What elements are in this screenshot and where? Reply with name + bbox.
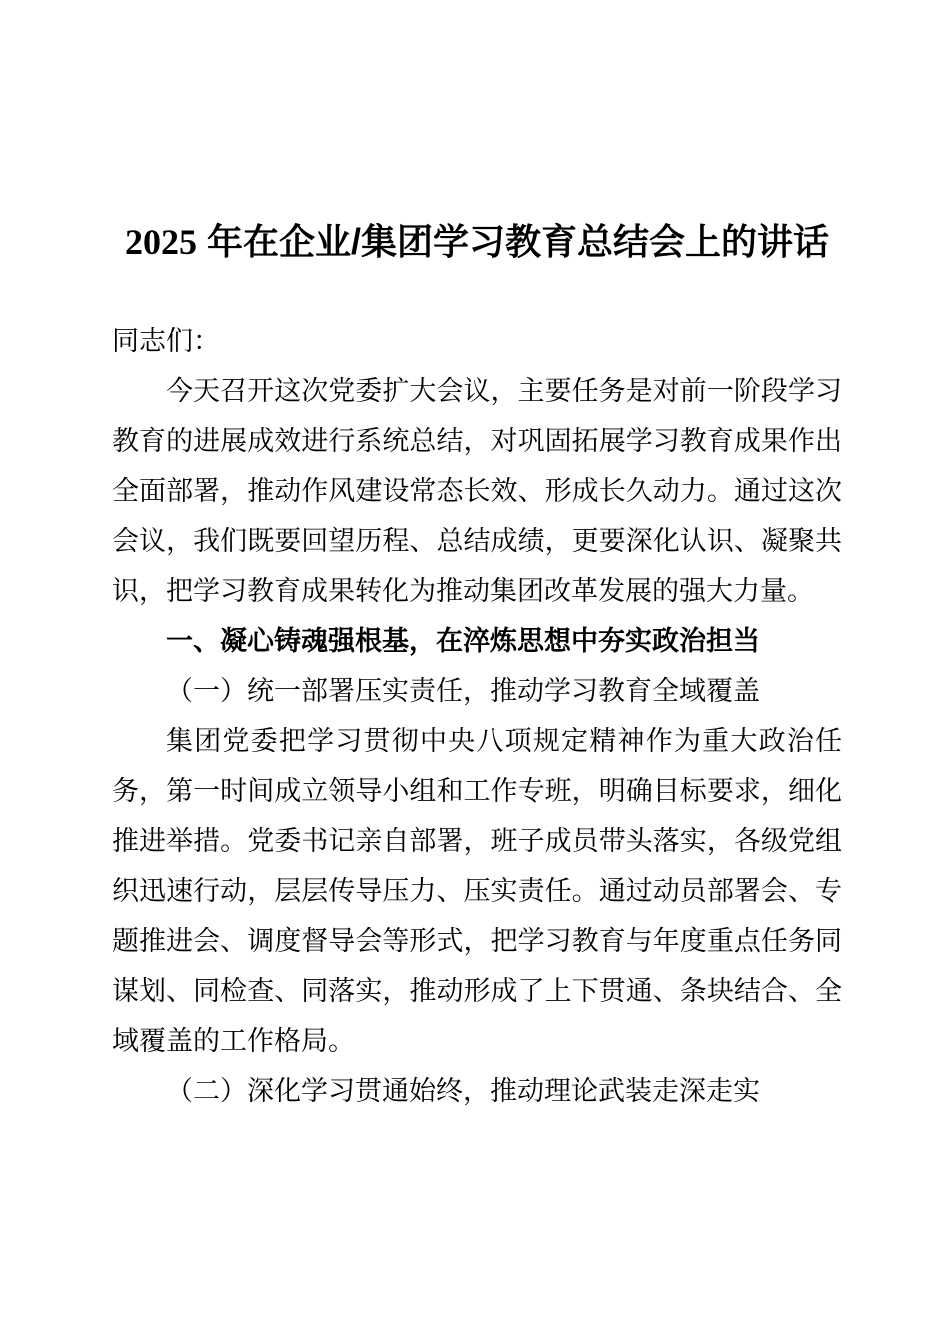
title-year: 2025 — [124, 222, 197, 262]
paragraph-6-heading-level2: （二）深化学习贯通始终，推动理论武装走深走实 — [166, 1076, 760, 1106]
document-body — [112, 316, 842, 1116]
paragraph-4-heading-level2: （一）统一部署压实责任，推动学习教育全域覆盖 — [166, 676, 760, 706]
paragraph-2-body-indent: 今天召开这次党委扩大会议，主要任务是对前一阶段学习教育的进展成效进行系统总结，对巩固拓展学习教育成果作出全面部署，推动作风建设常态长效、形成长久动力。通过这次会议，我们既要回望历程、总结成绩，更要深化认识、凝聚共识，把学习教育成果转化为推动集团改革发展的强大力量。 — [112, 376, 842, 606]
paragraph-1-salutation: 同志们： — [112, 326, 220, 356]
paragraph-5-body-indent: 集团党委把学习贯彻中央八项规定精神作为重大政治任务，第一时间成立领导小组和工作专班，明确目标要求，细化推进举措。党委书记亲自部署，班子成员带头落实，各级党组织迅速行动，层层传导压力、压实责任。通过动员部署会、专题推进会、调度督导会等形式，把学习教育与年度重点任务同谋划、同检查、同落实，推动形成了上下贯通、条块结合、全域覆盖的工作格局。 — [112, 726, 842, 1056]
document-title — [112, 220, 842, 264]
title-main: 年在企业/集团学习教育总结会上的讲话 — [206, 221, 829, 262]
paragraph-3-heading-level1: 一、凝心铸魂强根基，在淬炼思想中夯实政治担当 — [166, 626, 760, 656]
